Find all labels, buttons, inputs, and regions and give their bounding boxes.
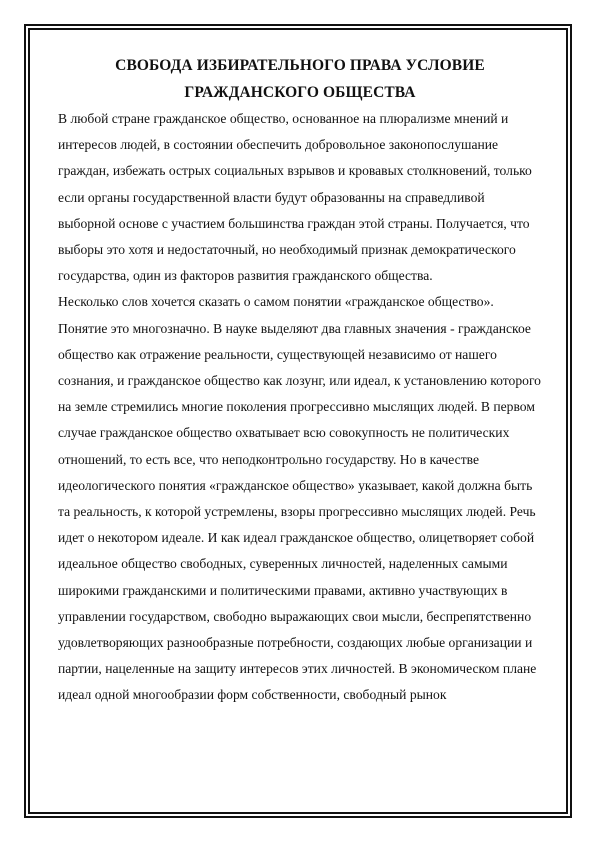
paragraph-2: Несколько слов хочется сказать о самом понятии «гражданское общество». Понятие это многозначно. В науке выделяют два главных значения - гражданское общество как отражение реальности, существующей независимо от нашего сознания, и гражданское общество как лозунг, или идеал, к установлению которого на земле стремились многие поколения прогрессивно мыслящих людей. В первом случае гражданское общество охватывает всю совокупность не политических отношений, то есть все, что неподконтрольно государству. Но в качестве идеологического понятия «гражданское общество» указывает, какой должна быть та реальность, к которой устремлены, взоры прогрессивно мыслящих людей. Речь идет о некотором идеале. И как идеал гражданское общество, олицетворяет собой идеальное общество свободных, суверенных личностей, наделенных самыми широкими гражданскими и политическими правами, активно участвующих в управлении государством, свободно выражающих свои мысли, беспрепятственно удовлетворяющих разнообразные потребности, создающих любые организации и партии, нацеленные на защиту интересов этих личностей. В экономическом плане идеал одной многообразии форм собственности, свободный рынок (58, 294, 541, 703)
paragraph-1: В любой стране гражданское общество, основанное на плюрализме мнений и интересов людей, в состоянии обеспечить добровольное законопослушание граждан, избежать острых социальных взрывов и кровавых столкновений, только если органы государственной власти будут образованны на справедливой выборной основе с участием большинства граждан этой страны. Получается, что выборы это хотя и недостаточный, но необходимый признак демократического государства, один из факторов развития гражданского общества. (58, 111, 532, 284)
document-body (58, 52, 542, 709)
document-title (58, 52, 542, 106)
title-line-1: СВОБОДА ИЗБИРАТЕЛЬНОГО ПРАВА УСЛОВИЕ (115, 57, 485, 74)
title-line-2: ГРАЖДАНСКОГО ОБЩЕСТВА (184, 84, 416, 101)
